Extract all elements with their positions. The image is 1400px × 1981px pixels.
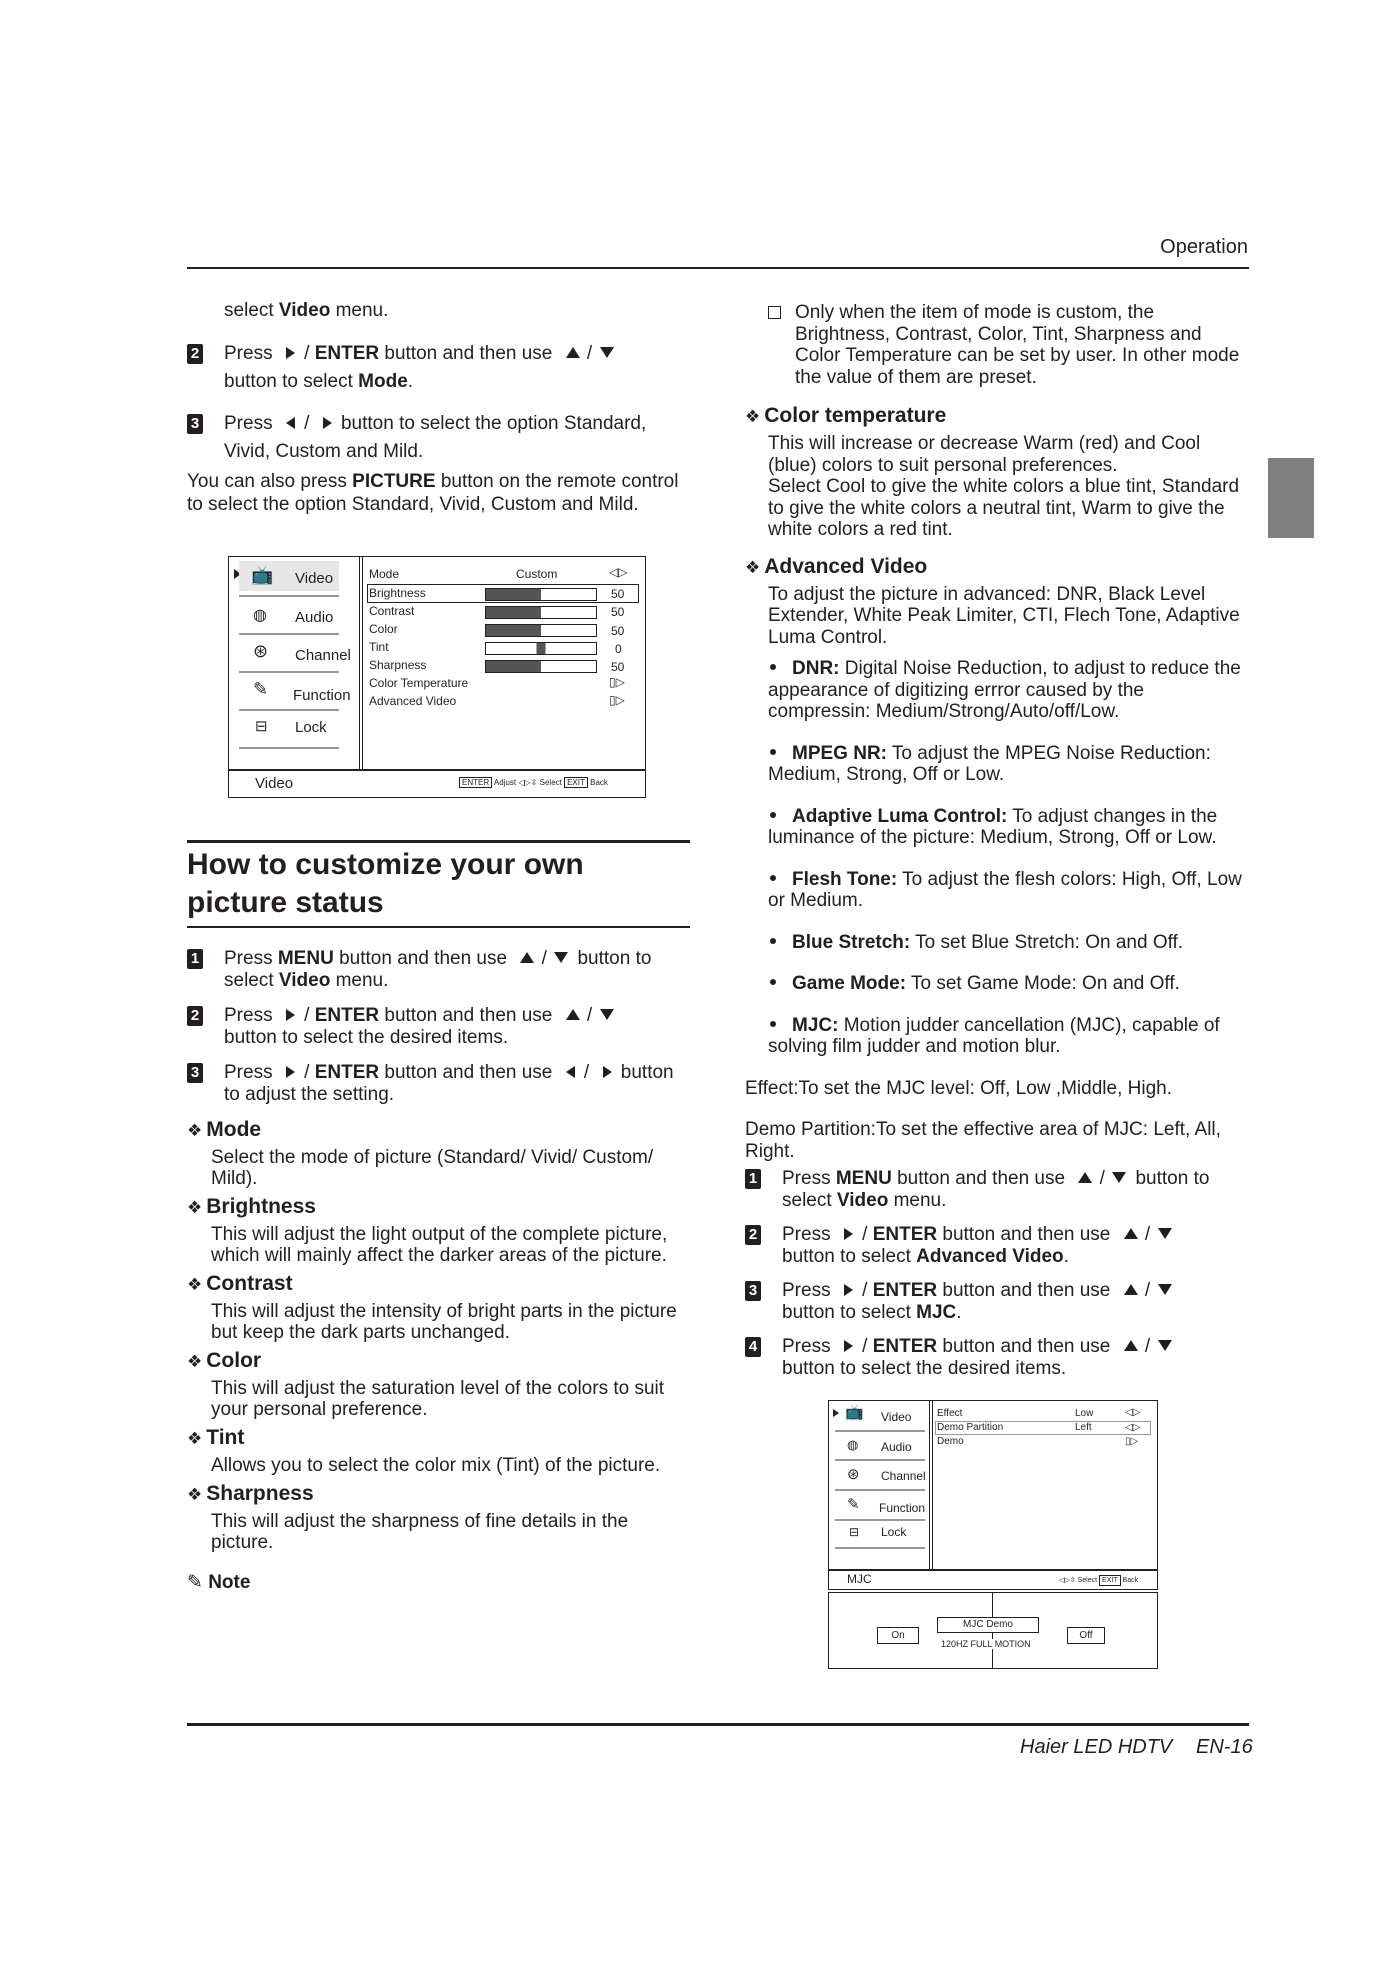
osd-menu-panel bbox=[229, 557, 363, 769]
left-column-top bbox=[187, 300, 692, 516]
mjc-step-3: 3 Press / ENTER button and then use / button to select MJC. bbox=[745, 1280, 1250, 1323]
osd-sep bbox=[239, 747, 339, 749]
osd2-demo-partition-value: Left bbox=[1075, 1422, 1092, 1433]
section-label: Operation bbox=[1160, 236, 1248, 258]
tv-icon: 📺 bbox=[845, 1404, 864, 1421]
osd2-menu-audio[interactable]: Audio bbox=[881, 1440, 912, 1454]
osd2-effect-value: Low bbox=[1075, 1408, 1094, 1419]
osd-brightness-label: Brightness bbox=[369, 586, 426, 600]
osd2-hint-bar bbox=[1059, 1575, 1138, 1586]
feature-text: Allows you to select the color mix (Tint) of the picture. bbox=[211, 1455, 661, 1476]
left-arrow-icon bbox=[286, 417, 295, 429]
osd-tint-value: 0 bbox=[615, 642, 622, 656]
feature-text: Select the mode of picture (Standard/ Vivid/ Custom/ Mild). bbox=[211, 1147, 654, 1189]
osd-sharpness-label: Sharpness bbox=[369, 658, 427, 672]
osd-menu-video[interactable]: Video bbox=[295, 570, 334, 587]
submenu-arrow-icon: ▯▷ bbox=[609, 675, 625, 689]
bullet-adaptive-luma: Adaptive Luma Control: To adjust changes in the luminance of the picture: Medium, Strong, Off or Low. bbox=[768, 805, 1218, 848]
down-arrow-icon bbox=[1158, 1228, 1172, 1239]
tv-icon: 📺 bbox=[251, 565, 274, 585]
feature-title: ❖ Mode bbox=[187, 1118, 262, 1141]
color-temperature-title: ❖ Color temperature bbox=[745, 404, 947, 427]
side-tab bbox=[1268, 458, 1314, 538]
channel-icon: ⊛ bbox=[847, 1466, 860, 1483]
feature-contrast bbox=[187, 1272, 692, 1343]
osd-menu-channel[interactable]: Channel bbox=[295, 647, 351, 664]
bullet-icon bbox=[770, 938, 776, 944]
feature-title: ❖ Contrast bbox=[187, 1272, 293, 1295]
left-right-arrows-icon: ◁▷ bbox=[1125, 1422, 1141, 1433]
feature-mode bbox=[187, 1118, 692, 1189]
diamond-bullet-icon: ❖ bbox=[187, 1198, 203, 1217]
bullet-flesh-tone: Flesh Tone: To adjust the flesh colors: High, Off, Low or Medium. bbox=[768, 868, 1242, 911]
osd2-demo-partition-label: Demo Partition bbox=[937, 1422, 1004, 1433]
feature-title: ❖ Sharpness bbox=[187, 1482, 314, 1505]
diamond-bullet-icon: ❖ bbox=[187, 1429, 203, 1448]
osd2-footer-divider bbox=[829, 1569, 1157, 1571]
bullet-icon bbox=[770, 664, 776, 670]
diamond-bullet-icon: ❖ bbox=[187, 1275, 203, 1294]
osd2-menu-panel bbox=[829, 1401, 933, 1569]
sharpness-fill bbox=[486, 661, 541, 672]
up-arrow-icon bbox=[1124, 1340, 1138, 1351]
diamond-bullet-icon: ❖ bbox=[187, 1352, 203, 1371]
intro-step-3: 3 Press / button to select the option Standard, Vivid, Custom and Mild. bbox=[187, 410, 692, 466]
bullet-icon bbox=[770, 812, 776, 818]
submenu-arrow-icon: ▯▷ bbox=[609, 693, 625, 707]
hint-back: Back bbox=[590, 778, 608, 787]
osd2-footer-title: MJC bbox=[847, 1572, 872, 1586]
color-fill bbox=[486, 625, 541, 636]
speaker-icon: ◍ bbox=[253, 607, 267, 624]
osd-menu-lock[interactable]: Lock bbox=[295, 719, 327, 736]
color-temperature-section bbox=[745, 404, 1250, 541]
enter-key: ENTER bbox=[459, 777, 492, 788]
mjc-demo-panel bbox=[828, 1592, 1158, 1669]
osd2-menu-channel[interactable]: Channel bbox=[881, 1469, 926, 1483]
right-arrow-icon bbox=[844, 1284, 853, 1296]
feature-text: This will adjust the saturation level of the colors to suit your personal preference. bbox=[211, 1378, 665, 1420]
osd-hint-bar bbox=[459, 777, 608, 788]
intro-step-2: 2 Press / ENTER button and then use / button to select Mode. bbox=[187, 340, 692, 396]
right-arrow-icon bbox=[286, 1066, 295, 1078]
hint-back: Back bbox=[1122, 1577, 1139, 1584]
osd-menu-function[interactable]: Function bbox=[293, 687, 351, 704]
contrast-fill bbox=[486, 607, 541, 618]
pencil-icon: ✎ bbox=[187, 1572, 203, 1593]
feature-sharpness bbox=[187, 1482, 692, 1553]
osd-color-label: Color bbox=[369, 622, 398, 636]
demo-subtitle: 120HZ FULL MOTION bbox=[941, 1639, 1031, 1649]
down-arrow-icon bbox=[1158, 1340, 1172, 1351]
advanced-bullets bbox=[745, 658, 1250, 1058]
customize-step-3: 3 Press / ENTER button and then use / button to adjust the setting. bbox=[187, 1062, 692, 1106]
contrast-bar[interactable] bbox=[485, 606, 597, 619]
checkbox-icon bbox=[768, 306, 781, 319]
channel-icon: ⊛ bbox=[253, 641, 269, 661]
up-arrow-icon bbox=[520, 952, 534, 963]
demo-on-button[interactable]: On bbox=[877, 1627, 919, 1644]
feature-tint bbox=[187, 1426, 692, 1476]
osd-brightness-value: 50 bbox=[611, 587, 625, 601]
note-box: Only when the item of mode is custom, the Brightness, Contrast, Color, Tint, Sharpness and Color Temperature can be set by user. In other mode the value of them are preset. bbox=[745, 302, 1250, 388]
exit-key: EXIT bbox=[1099, 1575, 1121, 1586]
demo-partition-text: Demo Partition:To set the effective area of MJC: Left, All, Right. bbox=[745, 1119, 1221, 1162]
hint-select: Select bbox=[539, 778, 562, 787]
function-icon: ✎ bbox=[253, 679, 269, 699]
video-menu-screenshot bbox=[228, 556, 646, 798]
customize-step-1: 1 Press MENU button and then use / button to select Video menu. bbox=[187, 948, 692, 992]
osd-footer-divider bbox=[229, 769, 645, 771]
feature-title: ❖ Tint bbox=[187, 1426, 245, 1449]
up-arrow-icon bbox=[566, 347, 580, 358]
nav-arrows-icon: ◁▷⇳ bbox=[518, 778, 538, 787]
osd-color-value: 50 bbox=[611, 624, 625, 638]
feature-text: This will adjust the light output of the complete picture, which will mainly affect the darker areas of the picture. bbox=[211, 1224, 668, 1266]
osd2-menu-lock[interactable]: Lock bbox=[881, 1525, 907, 1539]
brightness-bar[interactable] bbox=[485, 588, 597, 601]
diamond-bullet-icon: ❖ bbox=[187, 1121, 203, 1140]
color-bar[interactable] bbox=[485, 624, 597, 637]
bullet-mjc: MJC: Motion judder cancellation (MJC), capable of solving film judder and motion blur. bbox=[768, 1014, 1220, 1057]
osd-menu-audio[interactable]: Audio bbox=[295, 609, 334, 626]
intro-continuation: select Video menu. bbox=[224, 300, 389, 321]
color-temperature-text: This will increase or decrease Warm (red) and Cool (blue) colors to suit personal preferences. bbox=[768, 433, 1201, 476]
feature-brightness bbox=[187, 1195, 692, 1266]
nav-arrows-icon: ◁▷⇳ bbox=[1059, 1577, 1076, 1584]
tint-marker bbox=[537, 643, 546, 654]
bullet-icon bbox=[770, 875, 776, 881]
bullet-dnr: DNR: Digital Noise Reduction, to adjust to reduce the appearance of digitizing errror caused by the compressin: Medium/Strong/Auto/off/Low. bbox=[768, 658, 1241, 722]
osd-sep bbox=[239, 709, 339, 711]
right-arrow-icon bbox=[603, 1066, 612, 1078]
osd-contrast-value: 50 bbox=[611, 605, 625, 619]
heading-rule-top bbox=[187, 840, 690, 843]
right-arrow-icon bbox=[286, 1009, 295, 1021]
speaker-icon: ◍ bbox=[847, 1437, 859, 1452]
feature-list bbox=[187, 1118, 692, 1595]
osd-sep bbox=[835, 1430, 925, 1432]
down-arrow-icon bbox=[600, 1009, 614, 1020]
bullet-icon bbox=[770, 1021, 776, 1027]
up-arrow-icon bbox=[566, 1009, 580, 1020]
hint-select: Select bbox=[1077, 1577, 1098, 1584]
osd-contrast-label: Contrast bbox=[369, 604, 415, 618]
advanced-video-title: ❖ Advanced Video bbox=[745, 554, 928, 578]
osd-footer-title: Video bbox=[255, 775, 294, 792]
demo-title: MJC Demo bbox=[937, 1617, 1039, 1633]
right-arrow-icon bbox=[323, 417, 332, 429]
osd-mode-value: Custom bbox=[516, 567, 558, 581]
diamond-bullet-icon: ❖ bbox=[745, 557, 761, 577]
osd-tint-label: Tint bbox=[369, 640, 389, 654]
hint-adjust: Adjust bbox=[493, 778, 517, 787]
diamond-bullet-icon: ❖ bbox=[745, 407, 761, 426]
up-arrow-icon bbox=[1124, 1284, 1138, 1295]
osd-advanced-video-label: Advanced Video bbox=[369, 694, 457, 708]
mjc-menu-screenshot bbox=[828, 1400, 1158, 1590]
osd2-menu-function[interactable]: Function bbox=[879, 1501, 926, 1515]
right-arrow-icon bbox=[844, 1228, 853, 1240]
feature-title: ❖ Brightness bbox=[187, 1195, 316, 1218]
feature-text: This will adjust the sharpness of fine details in the picture. bbox=[211, 1511, 629, 1553]
advanced-video-section bbox=[745, 555, 1250, 649]
feature-text: This will adjust the intensity of bright parts in the picture but keep the dark parts unchanged. bbox=[211, 1301, 677, 1343]
bullet-icon bbox=[770, 979, 776, 985]
footer-rule bbox=[187, 1723, 1249, 1726]
osd-sep bbox=[239, 671, 339, 673]
osd-sharpness-value: 50 bbox=[611, 660, 625, 674]
osd-sep bbox=[835, 1519, 925, 1521]
bullet-blue-stretch: Blue Stretch: To set Blue Stretch: On and Off. bbox=[768, 932, 1250, 954]
section-heading: How to customize your own picture status bbox=[187, 848, 584, 919]
demo-off-button[interactable]: Off bbox=[1067, 1627, 1105, 1644]
header-rule bbox=[187, 267, 1249, 269]
brightness-fill bbox=[486, 589, 541, 600]
up-arrow-icon bbox=[1124, 1228, 1138, 1239]
feature-color bbox=[187, 1349, 692, 1420]
mjc-step-2: 2 Press / ENTER button and then use / button to select Advanced Video. bbox=[745, 1224, 1250, 1267]
osd-sep bbox=[239, 595, 339, 597]
left-right-arrows-icon: ◁▷ bbox=[609, 565, 628, 579]
note-heading: ✎ Note bbox=[187, 1572, 251, 1593]
submenu-arrow-icon: ▯▷ bbox=[1125, 1436, 1139, 1447]
footer-brand: Haier LED HDTV bbox=[1020, 1736, 1173, 1758]
feature-title: ❖ Color bbox=[187, 1349, 262, 1372]
down-arrow-icon bbox=[1158, 1284, 1172, 1295]
osd2-effect-label: Effect bbox=[937, 1408, 963, 1419]
bullet-icon bbox=[770, 749, 776, 755]
osd2-menu-video[interactable]: Video bbox=[881, 1410, 912, 1424]
down-arrow-icon bbox=[1112, 1172, 1126, 1183]
effect-text: Effect:To set the MJC level: Off, Low ,Middle, High. bbox=[745, 1077, 1172, 1099]
advanced-video-text: To adjust the picture in advanced: DNR, Black Level Extender, White Peak Limiter, CTI, Flech Tone, Adaptive Luma Control. bbox=[768, 583, 1240, 648]
osd-color-temperature-label: Color Temperature bbox=[369, 676, 469, 690]
mjc-step-1: 1 Press MENU button and then use / button to select Video menu. bbox=[745, 1168, 1250, 1211]
page-number: EN-16 bbox=[1196, 1736, 1253, 1758]
right-column bbox=[745, 302, 1250, 1379]
diamond-bullet-icon: ❖ bbox=[187, 1485, 203, 1504]
osd-sep bbox=[835, 1459, 925, 1461]
customize-step-2: 2 Press / ENTER button and then use / button to select the desired items. bbox=[187, 1005, 692, 1049]
osd-sep bbox=[835, 1547, 925, 1549]
selection-pointer-icon bbox=[833, 1409, 839, 1417]
down-arrow-icon bbox=[554, 952, 568, 963]
osd-sep bbox=[239, 633, 339, 635]
tint-bar[interactable] bbox=[485, 642, 597, 655]
right-arrow-icon bbox=[286, 347, 295, 359]
heading-rule-bottom bbox=[187, 926, 690, 928]
up-arrow-icon bbox=[1078, 1172, 1092, 1183]
down-arrow-icon bbox=[600, 347, 614, 358]
right-arrow-icon bbox=[844, 1340, 853, 1352]
osd-sep bbox=[835, 1489, 925, 1491]
bullet-game-mode: Game Mode: To set Game Mode: On and Off. bbox=[768, 973, 1250, 995]
customize-steps bbox=[187, 948, 692, 1106]
bullet-mpeg-nr: MPEG NR: To adjust the MPEG Noise Reduction: Medium, Strong, Off or Low. bbox=[768, 742, 1211, 785]
exit-key: EXIT bbox=[564, 777, 588, 788]
function-icon: ✎ bbox=[847, 1496, 860, 1513]
left-arrow-icon bbox=[566, 1066, 575, 1078]
color-temperature-text-2: Select Cool to give the white colors a blue tint, Standard to give the white colors a neutral tint, Warm to give the white colors a red tint. bbox=[768, 476, 1240, 540]
sharpness-bar[interactable] bbox=[485, 660, 597, 673]
lock-icon: ⊟ bbox=[849, 1525, 860, 1539]
lock-icon: ⊟ bbox=[255, 718, 268, 735]
left-right-arrows-icon: ◁▷ bbox=[1125, 1407, 1141, 1418]
osd-mode-label: Mode bbox=[369, 567, 400, 581]
intro-paragraph: You can also press PICTURE button on the remote control to select the option Standard, Vivid, Custom and Mild. bbox=[187, 471, 679, 515]
mjc-step-4: 4 Press / ENTER button and then use / button to select the desired items. bbox=[745, 1336, 1250, 1379]
osd2-demo-label: Demo bbox=[937, 1436, 964, 1447]
